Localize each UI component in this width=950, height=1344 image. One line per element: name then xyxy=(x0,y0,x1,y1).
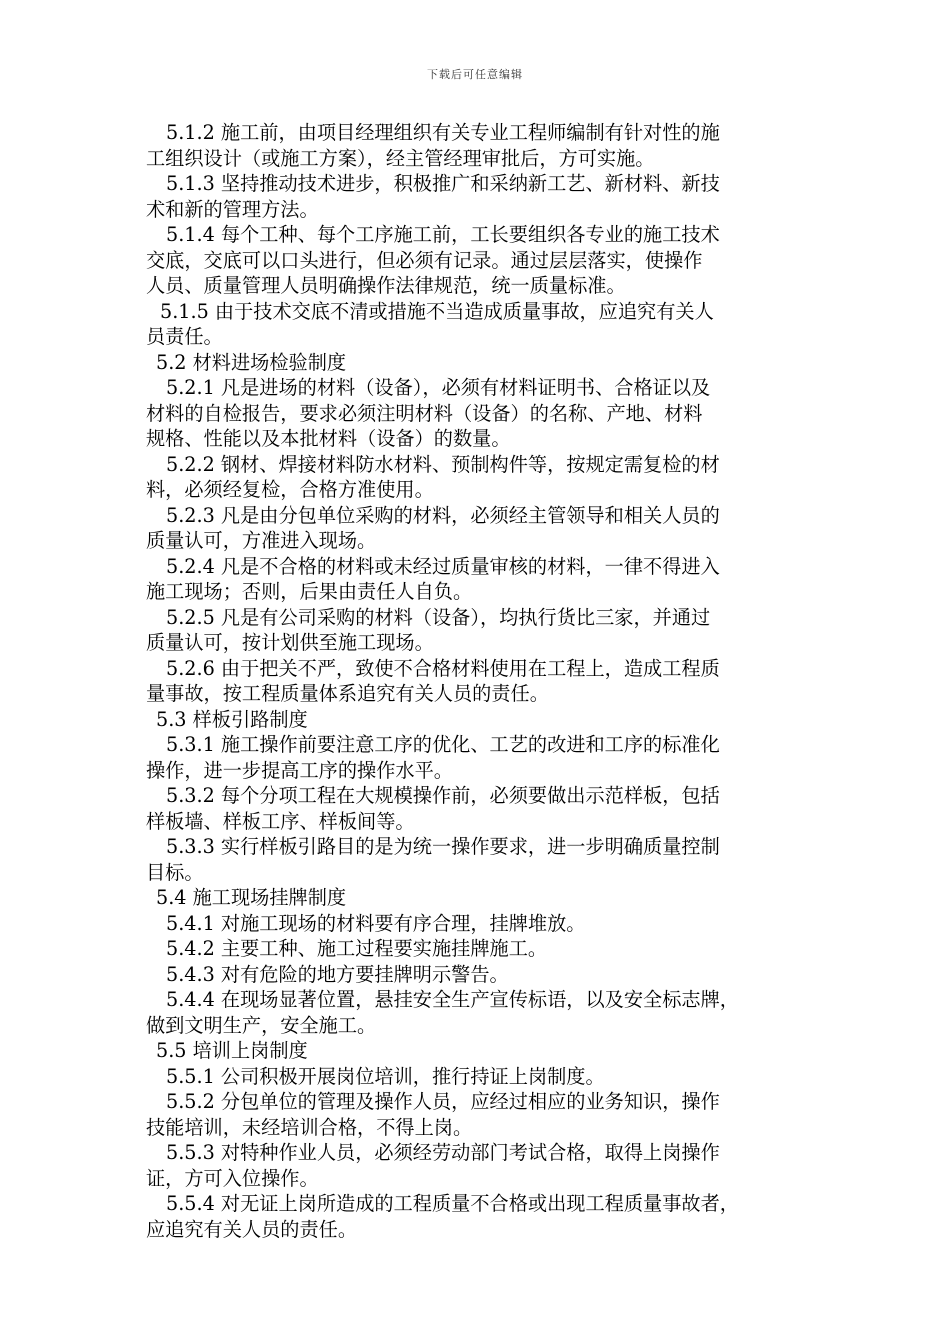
text-line: 5.2.2 钢材、焊接材料防水材料、预制构件等，按规定需复检的材 xyxy=(166,452,720,476)
text-line: 5.1.3 坚持推动技术进步，积极推广和采纳新工艺、新材料、新技 xyxy=(166,172,720,195)
document-body xyxy=(146,120,811,1242)
text-line: 技能培训，未经培训合格，不得上岗。 xyxy=(146,1115,473,1139)
text-line: 5.4.3 对有危险的地方要挂牌明示警告。 xyxy=(166,962,509,986)
text-line: 5.2.6 由于把关不严，致使不合格材料使用在工程上，造成工程质 xyxy=(166,656,720,680)
text-line: 量事故，按工程质量体系追究有关人员的责任。 xyxy=(146,682,549,705)
text-line: 5.4.4 在现场显著位置，悬挂安全生产宣传标语，以及安全标志牌， xyxy=(166,988,739,1011)
text-line: 5.3.2 每个分项工程在大规模操作前，必须要做出示范样板，包括 xyxy=(166,784,720,807)
text-line: 5.3 样板引路制度 xyxy=(156,707,308,731)
text-line: 材料的自检报告，要求必须注明材料（设备）的名称、产地、材料 xyxy=(146,401,703,425)
text-line: 5.2.4 凡是不合格的材料或未经过质量审核的材料，一律不得进入 xyxy=(166,554,720,578)
text-line: 料，必须经复检，合格方准使用。 xyxy=(146,478,434,501)
text-line: 5.5 培训上岗制度 xyxy=(156,1039,308,1062)
text-line: 工组织设计（或施工方案），经主管经理审批后，方可实施。 xyxy=(146,146,655,170)
text-line: 证，方可入位操作。 xyxy=(146,1166,319,1190)
text-line: 交底，交底可以口头进行，但必须有记录。通过层层落实，使操作 xyxy=(146,248,703,272)
text-line: 5.4.2 主要工种、施工过程要实施挂牌施工。 xyxy=(166,937,548,960)
text-line: 施工现场；否则，后果由责任人自负。 xyxy=(146,580,473,603)
text-line: 操作，进一步提高工序的操作水平。 xyxy=(146,758,453,782)
text-line: 5.4 施工现场挂牌制度 xyxy=(156,886,347,909)
text-line: 5.1.2 施工前，由项目经理组织有关专业工程师编制有针对性的施 xyxy=(166,121,720,144)
text-line: 5.2 材料进场检验制度 xyxy=(156,350,347,374)
text-line: 质量认可，按计划供至施工现场。 xyxy=(146,631,434,654)
text-line: 质量认可，方准进入现场。 xyxy=(146,529,377,552)
text-line: 5.3.1 施工操作前要注意工序的优化、工艺的改进和工序的标准化 xyxy=(166,733,720,756)
text-line: 5.1.4 每个工种、每个工序施工前，工长要组织各专业的施工技术 xyxy=(166,223,720,246)
text-line: 做到文明生产，安全施工。 xyxy=(146,1013,377,1037)
text-line: 5.3.3 实行样板引路目的是为统一操作要求，进一步明确质量控制 xyxy=(166,835,720,858)
text-line: 5.2.5 凡是有公司采购的材料（设备），均执行货比三家，并通过 xyxy=(166,605,711,629)
text-line: 目标。 xyxy=(146,860,204,884)
text-line: 5.5.3 对特种作业人员，必须经劳动部门考试合格，取得上岗操作 xyxy=(166,1141,720,1164)
text-line: 5.5.2 分包单位的管理及操作人员，应经过相应的业务知识，操作 xyxy=(166,1090,720,1113)
text-line: 5.5.4 对无证上岗所造成的工程质量不合格或出现工程质量事故者， xyxy=(166,1192,739,1215)
page-header: 下载后可任意编辑 xyxy=(427,68,523,81)
text-line: 员责任。 xyxy=(146,325,223,348)
text-line: 规格、性能以及本批材料（设备）的数量。 xyxy=(146,427,511,450)
text-line: 5.1.5 由于技术交底不清或措施不当造成质量事故，应追究有关人 xyxy=(160,299,714,323)
text-line: 人员、质量管理人员明确操作法律规范，统一质量标准。 xyxy=(146,274,626,297)
text-line: 5.4.1 对施工现场的材料要有序合理，挂牌堆放。 xyxy=(166,911,586,935)
text-line: 5.2.3 凡是由分包单位采购的材料，必须经主管领导和相关人员的 xyxy=(166,503,720,527)
text-line: 应追究有关人员的责任。 xyxy=(146,1217,358,1241)
text-line: 5.2.1 凡是进场的材料（设备），必须有材料证明书、合格证以及 xyxy=(166,376,711,399)
text-line: 样板墙、样板工序、样板间等。 xyxy=(146,809,415,833)
text-line: 5.5.1 公司积极开展岗位培训，推行持证上岗制度。 xyxy=(166,1064,605,1088)
text-line: 术和新的管理方法。 xyxy=(146,197,319,221)
